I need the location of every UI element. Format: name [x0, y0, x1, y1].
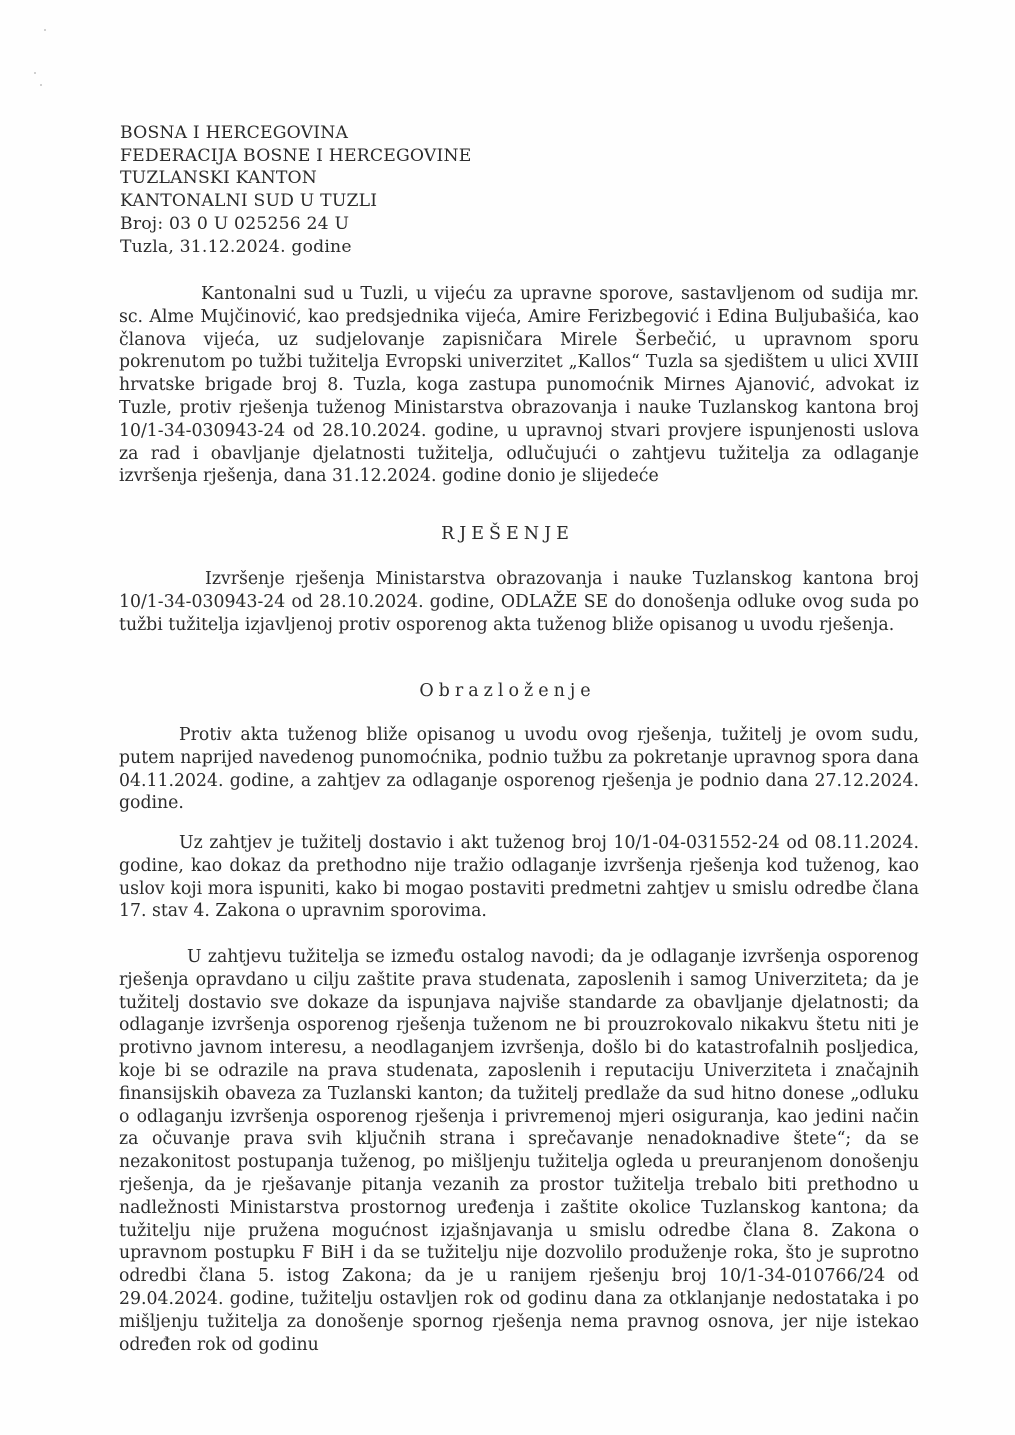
- header-line-case-number: Broj: 03 0 U 025256 24 U: [120, 213, 350, 234]
- decision-title: RJEŠENJE: [441, 524, 574, 544]
- decision-paragraph: Izvršenje rješenja Ministarstva obrazovanja i nauke Tuzlanskog kantona broj 10/1-34-030943-24 od 28.10.2024. godine, ODLAŽE SE do donošenja odluke ovog suda po tužbi tužitelja izjavljenoj protiv osporenog akta tuženog bliže opisanog u uvodu rješenja.: [119, 569, 919, 635]
- reasoning-paragraph-3: U zahtjevu tužitelja se između ostalog navodi; da je odlaganje izvršenja osporenog rješenja opravdano u cilju zaštite prava studenata, zaposlenih i samog Univerziteta; da je tužitelj dostavio sve dokaze da ispunjava najviše standarde za obavljanje djelatnosti; da odlaganje izvršenja osporenog rješenja tuženom ne bi prouzrokovalo nikakvu štetu niti je protivno javnom interesu, a neodlaganjem izvršenja, došlo bi do katastrofalnih posljedica, koje bi se odrazile na prava studenata, zaposlenih i reputaciju Univerziteta i značajnih finansijskih obaveza za Tuzlanski kanton; da tužitelj predlaže da sud hitno donese „odluku o odlaganju izvršenja osporenog rješenja i privremenoj mjeri osiguranja, kao jedini način za očuvanje prava svih ključnih strana i sprečavanje nenadoknadive štete“; da se nezakonitost postupanja tuženog, po mišljenju tužitelja ogleda u preuranjenom donošenju rješenja, da je rješavanje pitanja vezanih za prostor tužitelja trebalo biti prethodno u nadležnosti Ministarstva prostornog uređenja i zaštite okolice Tuzlanskog kantona; da tužitelju nije pružena mogućnost izjašnjavanja u smislu odredbe člana 8. Zakona o upravnom postupku F BiH i da se tužitelju nije dozvolilo produženje roka, što je suprotno odredbi člana 5. istog Zakona; da je u ranijem rješenju broj 10/1-34-010766/24 od 29.04.2024. godine, tužitelju ostavljen rok od godinu dana za otklanjanje nedostataka i po mišljenju tužitelja za donošenje spornog rješenja nema pravnog osnova, jer nije istekao određen rok od godinu: [119, 947, 919, 1355]
- header-line-canton: TUZLANSKI KANTON: [120, 168, 318, 189]
- header-line-court: KANTONALNI SUD U TUZLI: [120, 191, 378, 212]
- scan-speck: [44, 29, 46, 31]
- reasoning-title: Obrazloženje: [419, 681, 596, 701]
- scan-speck: [40, 84, 42, 86]
- intro-paragraph: Kantonalni sud u Tuzli, u vijeću za upravne sporove, sastavljenom od sudija mr. sc. Alme Mujčinović, kao predsjednika vijeća, Amire Ferizbegović i Edina Buljubašića, kao članova vijeća, uz sudjelovanje zapisničara Mirele Šerbečić, u upravnom sporu pokrenutom po tužbi tužitelja Evropski univerzitet „Kallos“ Tuzla sa sjedištem u ulici XVIII hrvatske brigade broj 8. Tuzla, koga zastupa punomoćnik Mirnes Ajanović, advokat iz Tuzle, protiv rješenja tuženog Ministarstva obrazovanja i nauke Tuzlanskog kantona broj 10/1-34-030943-24 od 28.10.2024. godine, u upravnoj stvari provjere ispunjenosti uslova za rad i obavljanje djelatnosti tužitelja, odlučujući o zahtjevu tužitelja za odlaganje izvršenja rješenja, dana 31.12.2024. godine donio je slijedeće: [119, 284, 919, 487]
- header-line-place-date: Tuzla, 31.12.2024. godine: [120, 236, 352, 257]
- reasoning-paragraph-1: Protiv akta tuženog bliže opisanog u uvodu ovog rješenja, tužitelj je ovom sudu, putem naprijed navedenog punomoćnika, podnio tužbu za pokretanje upravnog spora dana 04.11.2024. godine, a zahtjev za odlaganje osporenog rješenja je podnio dana 27.12.2024. godine.: [119, 725, 919, 814]
- court-header: [120, 122, 680, 258]
- header-line-country: BOSNA I HERCEGOVINA: [120, 123, 349, 143]
- scan-speck: [34, 72, 36, 74]
- reasoning-paragraph-2: Uz zahtjev je tužitelj dostavio i akt tuženog broj 10/1-04-031552-24 od 08.11.2024. godine, kao dokaz da prethodno nije tražio odlaganje izvršenja rješenja kod tuženog, kao uslov koji mora ispuniti, kako bi mogao postaviti predmetni zahtjev u smislu odredbe člana 17. stav 4. Zakona o upravnim sporovima.: [119, 833, 919, 922]
- header-line-federation: FEDERACIJA BOSNE I HERCEGOVINE: [120, 145, 472, 166]
